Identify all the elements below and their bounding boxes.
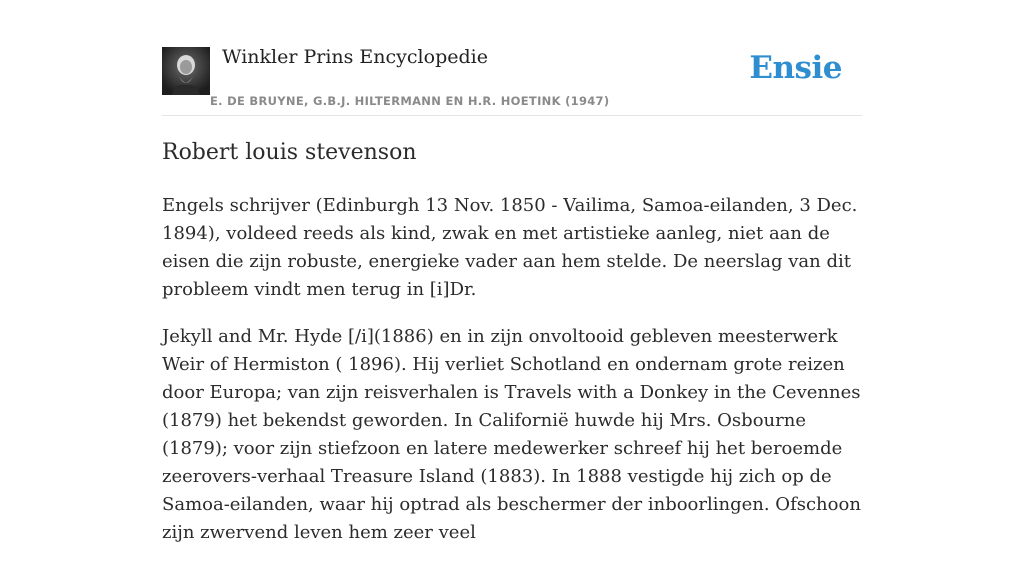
- page-container: [162, 0, 862, 543]
- site-title[interactable]: Winkler Prins Encyclopedie: [222, 46, 488, 68]
- article-paragraph: Engels schrijver (Edinburgh 13 Nov. 1850 - Vailima, Samoa-eilanden, 3 Dec. 1894), voldeed reeds als kind, zwak en met artistieke aanleg, niet aan de eisen die zijn robuste, energieke vader aan hem stelde. De neerslag van dit probleem vindt men terug in [i]Dr.: [162, 195, 858, 300]
- article-body: [162, 192, 862, 566]
- article-title: Robert louis stevenson: [162, 140, 417, 165]
- authors-line: E. DE BRUYNE, G.B.J. HILTERMANN EN H.R. HOETINK (1947): [210, 94, 610, 108]
- header: [162, 0, 862, 116]
- brand-logo[interactable]: Ensie: [749, 50, 842, 86]
- avatar-image: [162, 47, 210, 95]
- article-paragraph: Jekyll and Mr. Hyde [/i](1886) en in zijn onvoltooid gebleven meesterwerk Weir of Hermiston ( 1896). Hij verliet Schotland en ondernam grote reizen door Europa; van zijn reisverhalen is Travels with a Donkey in the Cevennes (1879) het bekendst geworden. In Californië huwde hij Mrs. Osbourne (1879); voor zijn stiefzoon en latere medewerker schreef hij het beroemde zeerovers-verhaal Treasure Island (1883). In 1888 vestigde hij zich op de Samoa-eilanden, waar hij optrad als beschermer der inboorlingen. Ofschoon zijn zwervend leven hem zeer veel: [162, 326, 861, 543]
- author-portrait-icon: [162, 47, 210, 95]
